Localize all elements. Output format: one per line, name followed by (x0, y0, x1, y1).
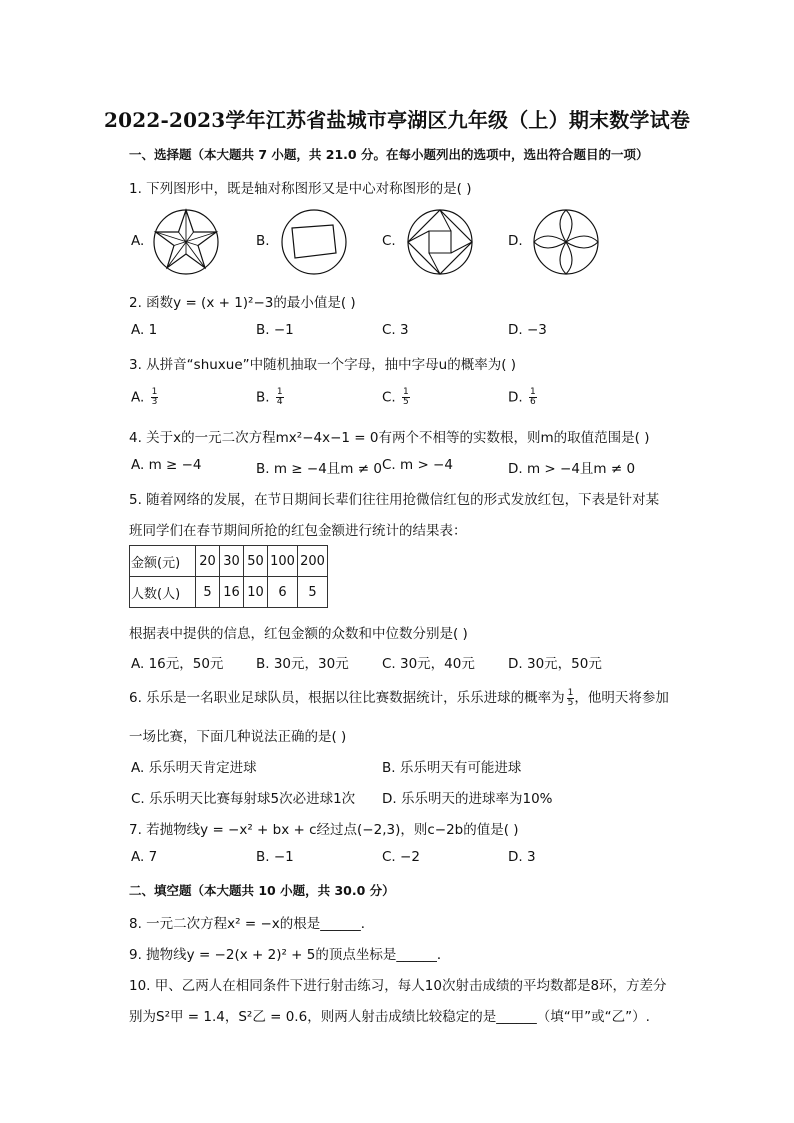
q1-option-a-label: A. (131, 233, 145, 249)
question-6-stem-line2: 一场比赛，下面几种说法正确的是( ) (129, 729, 347, 745)
table-cell: 人数(人) (130, 577, 196, 608)
q2-option-c: C. 3 (382, 322, 409, 338)
q4-option-a: A. m ≥ −4 (131, 457, 202, 473)
question-5-question: 根据表中提供的信息，红包金额的众数和中位数分别是( ) (129, 626, 468, 642)
table-cell: 50 (244, 546, 268, 577)
q6-option-a: A. 乐乐明天肯定进球 (131, 760, 257, 776)
table-row (130, 546, 328, 577)
q6-option-d: D. 乐乐明天的进球率为10% (382, 791, 553, 807)
table-cell: 16 (220, 577, 244, 608)
parallelogram-in-circle-figure (278, 208, 350, 276)
fraction: $\frac{1}{6}$ (529, 387, 536, 407)
q2-option-d: D. −3 (508, 322, 547, 338)
q4-option-b: B. m ≥ −4且m ≠ 0 (256, 461, 382, 477)
question-5-stem-line2: 班同学们在春节期间所抢的红包金额进行统计的结果表： (129, 523, 467, 539)
question-9: 9. 抛物线y = −2(x + 2)² + 5的顶点坐标是______． (129, 947, 451, 963)
q4-option-c: C. m > −4 (382, 457, 453, 473)
q3-option-a (131, 388, 158, 407)
stem-text: ，他明天将参加 (574, 690, 669, 706)
fraction: $\frac{1}{3}$ (151, 387, 158, 407)
q7-option-d: D. 3 (508, 849, 536, 865)
q4-option-d: D. m > −4且m ≠ 0 (508, 461, 636, 477)
q6-option-b: B. 乐乐明天有可能进球 (382, 760, 522, 776)
table-cell: 5 (196, 577, 220, 608)
option-label: B. (256, 389, 270, 406)
q3-option-d (508, 388, 537, 407)
table-cell: 5 (298, 577, 328, 608)
question-10-line2: 别为S²甲 = 1.4，S²乙 = 0.6，则两人射击成绩比较稳定的是______（填“甲”或“乙”）. (129, 1009, 650, 1025)
q5-option-a: A. 16元，50元 (131, 656, 224, 672)
table-row (130, 577, 328, 608)
q7-option-a: A. 7 (131, 849, 158, 865)
q6-option-c: C. 乐乐明天比赛每射球5次必进球1次 (131, 791, 356, 807)
option-label: D. (508, 389, 523, 406)
fraction: $\frac{1}{5}$ (403, 387, 409, 407)
q3-option-c (382, 388, 410, 407)
star-in-circle-figure (150, 208, 222, 276)
q2-option-b: B. −1 (256, 322, 294, 338)
four-petal-flower-figure (530, 208, 602, 276)
q5-option-b: B. 30元，30元 (256, 656, 349, 672)
square-pinwheel-in-circle-figure (404, 208, 476, 276)
table-cell: 20 (196, 546, 220, 577)
q7-option-b: B. −1 (256, 849, 294, 865)
question-2-stem: 2. 函数y = (x + 1)²−3的最小值是( ) (129, 295, 356, 311)
question-5-stem-line1: 5. 随着网络的发展，在节日期间长辈们往往用抢微信红包的形式发放红包，下表是针对某 (129, 492, 660, 508)
fraction: $\frac{1}{5}$ (567, 687, 574, 708)
q1-option-b-label: B. (256, 233, 270, 249)
question-4-stem: 4. 关于x的一元二次方程mx²−4x−1 = 0有两个不相等的实数根，则m的取值范围是( ) (129, 430, 650, 446)
section-heading-choice: 一、选择题（本大题共 7 小题，共 21.0 分。在每小题列出的选项中，选出符合题目的一项） (129, 147, 649, 162)
q5-option-c: C. 30元，40元 (382, 656, 475, 672)
table-cell: 30 (220, 546, 244, 577)
table-cell: 200 (298, 546, 328, 577)
stem-text: 6. 乐乐是一名职业足球队员，根据以往比赛数据统计，乐乐进球的概率为 (129, 690, 565, 706)
question-6-stem-line1 (129, 686, 669, 708)
question-8: 8. 一元二次方程x² = −x的根是______． (129, 916, 375, 932)
table-cell: 6 (268, 577, 298, 608)
table-cell: 金额(元) (130, 546, 196, 577)
q1-option-d-label: D. (508, 233, 523, 249)
fraction: $\frac{1}{4}$ (276, 387, 283, 407)
q2-option-a: A. 1 (131, 322, 158, 338)
question-10-line1: 10. 甲、乙两人在相同条件下进行射击练习，每人10次射击成绩的平均数都是8环，方差分 (129, 978, 667, 994)
option-label: A. (131, 389, 145, 406)
table-cell: 10 (244, 577, 268, 608)
page-title: 2022-2023学年江苏省盐城市亭湖区九年级（上）期末数学试卷 (103, 108, 691, 132)
q5-option-d: D. 30元，50元 (508, 656, 602, 672)
red-packet-table (129, 545, 328, 608)
question-7-stem: 7. 若抛物线y = −x² + bx + c经过点(−2,3)，则c−2b的值是( ) (129, 822, 519, 838)
q7-option-c: C. −2 (382, 849, 420, 865)
q3-option-b (256, 388, 284, 407)
table-cell: 100 (268, 546, 298, 577)
q1-option-c-label: C. (382, 233, 396, 249)
section-heading-fill: 二、填空题（本大题共 10 小题，共 30.0 分） (129, 883, 395, 898)
question-3-stem: 3. 从拼音“shuxue”中随机抽取一个字母，抽中字母u的概率为( ) (129, 357, 517, 373)
question-1-stem: 1. 下列图形中，既是轴对称图形又是中心对称图形的是( ) (129, 181, 472, 197)
option-label: C. (382, 389, 396, 406)
